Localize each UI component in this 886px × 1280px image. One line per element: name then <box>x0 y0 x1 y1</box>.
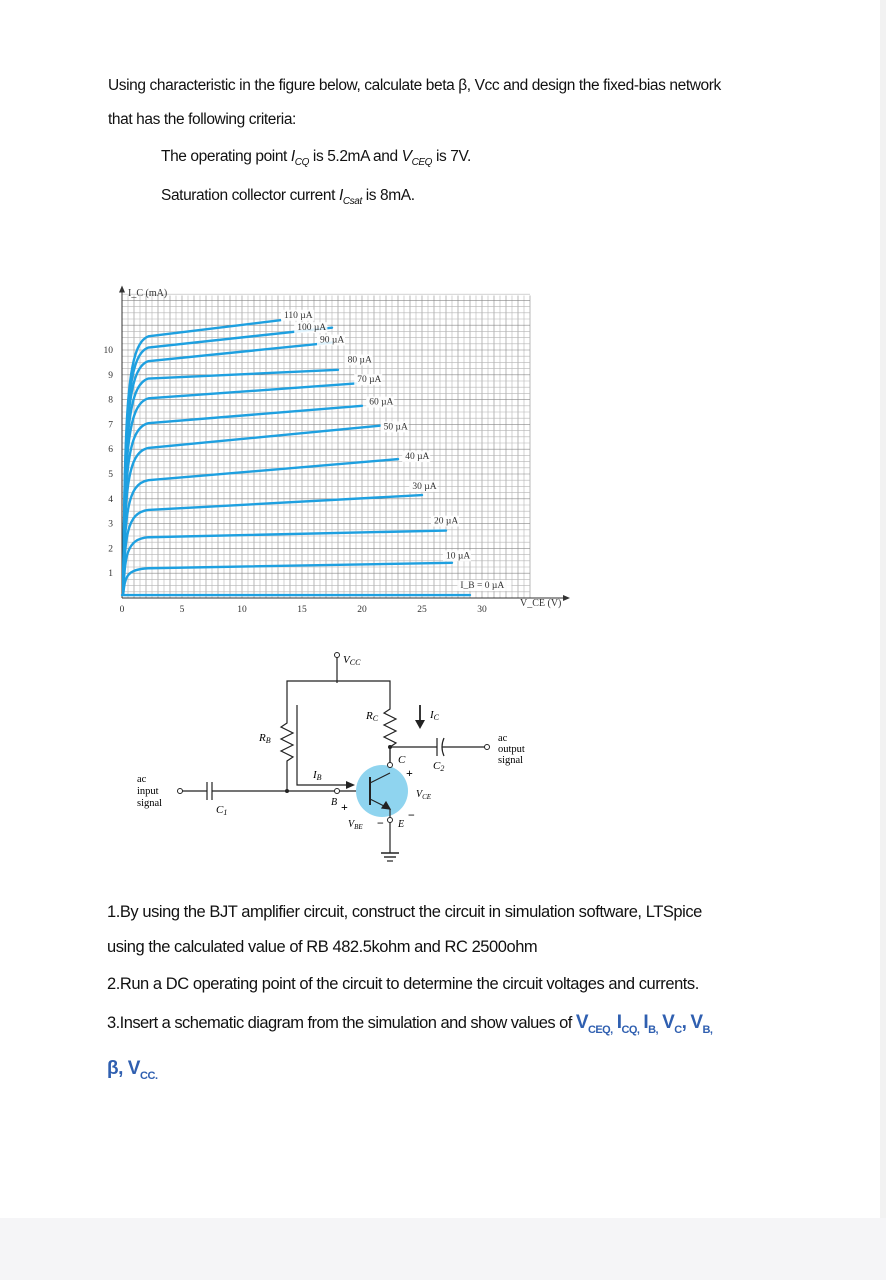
curve-label: 50 µA <box>383 422 408 433</box>
criterion-saturation <box>161 187 415 207</box>
x-axis-arrow <box>563 595 570 601</box>
vce-label: $V_{CE}$ <box>416 789 432 801</box>
curve-label: 90 µA <box>320 335 345 346</box>
intro-line-1: Using characteristic in the figure below, calculate beta β, Vcc and design the fixed-bias network <box>108 77 721 94</box>
curve-label: 40 µA <box>405 452 430 463</box>
crit1-subscript2: CEQ <box>411 157 433 169</box>
vcc-label: VCC <box>343 654 361 667</box>
c1-label: C1 <box>216 804 228 817</box>
crit1-end: is 7V. <box>432 148 471 165</box>
rb-label: RB <box>259 732 271 745</box>
x-tick-label: 30 <box>477 605 487 615</box>
intro-line-2: that has the following criteria: <box>108 111 296 128</box>
node-b-label: B <box>331 797 338 808</box>
crit1-symbol: I <box>290 148 295 165</box>
output-label-1: ac <box>498 733 508 744</box>
curve-label: I_B = 0 µA <box>460 581 505 592</box>
y-tick-label: 3 <box>108 519 113 530</box>
x-tick-label: 15 <box>297 605 307 615</box>
task-1-line-2: using the calculated value of RB 482.5kohm and RC 2500ohm <box>107 938 538 956</box>
c2-label: C2 <box>433 760 445 773</box>
input-label-3: signal <box>137 798 163 809</box>
curve-label: 20 µA <box>434 516 459 527</box>
curve-label: 110 µA <box>284 310 313 321</box>
criterion-operating-point <box>161 148 471 168</box>
y-tick-label: 10 <box>103 346 113 356</box>
y-tick-label: 8 <box>108 395 113 406</box>
curve-label: 30 µA <box>412 481 437 492</box>
chart-curve-labels <box>281 310 511 591</box>
task-3 <box>107 1012 712 1036</box>
y-axis-arrow <box>119 285 125 292</box>
vbe-plus: + <box>341 800 348 814</box>
crit2-subscript: Csat <box>342 196 362 208</box>
task-2: 2.Run a DC operating point of the circuit to determine the circuit voltages and currents. <box>107 975 699 993</box>
y-tick-label: 6 <box>108 445 113 456</box>
curve-label: 100 µA <box>297 323 327 334</box>
var-vceq: $V_{CEQ,}$ <box>575 1012 613 1036</box>
var-beta-vcc: β, $V_{CC.}$ <box>107 1058 158 1082</box>
chart-x-axis-label: V_CE (V) <box>520 598 562 609</box>
ic-label: IC <box>430 709 440 722</box>
ib-curve <box>123 328 332 595</box>
y-tick-label: 1 <box>108 569 113 580</box>
y-tick-label: 2 <box>108 544 113 555</box>
ib-curve <box>123 459 398 594</box>
crit2-end: is 8mA. <box>361 187 415 204</box>
y-tick-label: 5 <box>108 470 113 480</box>
curve-label: 10 µA <box>446 551 471 562</box>
ib-curve <box>123 563 452 594</box>
node-e-label: E <box>398 819 405 830</box>
task-3-continued <box>107 1058 158 1082</box>
output-label-2: output <box>498 744 525 755</box>
page-edge <box>880 0 886 1218</box>
y-tick-label: 9 <box>108 370 113 381</box>
x-tick-label: 10 <box>237 605 247 615</box>
x-tick-label: 20 <box>357 605 367 615</box>
footer-band <box>0 1218 886 1280</box>
fixed-bias-circuit <box>120 645 580 885</box>
task-1-line-1: 1.By using the BJT amplifier circuit, construct the circuit in simulation software, LTSpice <box>107 903 702 921</box>
vbe-label: $V_{BE}$ <box>348 819 363 831</box>
crit1-text: The operating point <box>161 148 291 165</box>
curve-label: 80 µA <box>347 355 372 366</box>
curve-label: 70 µA <box>357 375 382 386</box>
crit2-symbol: I <box>338 187 343 204</box>
vce-plus: + <box>406 766 413 780</box>
rc-label: RC <box>366 710 379 723</box>
vbe-minus: − <box>377 816 384 830</box>
crit2-text: Saturation collector current <box>161 187 339 204</box>
rb-resistor <box>281 715 293 791</box>
task-3-text: 3.Insert a schematic diagram from the simulation and show values of <box>107 1014 576 1032</box>
x-tick-label: 25 <box>417 605 427 615</box>
y-tick-label: 4 <box>108 494 113 505</box>
node-c-label: C <box>398 754 406 766</box>
transistor-highlight <box>356 765 408 817</box>
x-tick-label: 0 <box>119 605 125 615</box>
var-vb: $V_{B,}$ <box>690 1012 713 1036</box>
output-label-3: signal <box>498 755 524 766</box>
chart-y-axis-label: I_C (mA) <box>128 288 168 299</box>
vce-minus: − <box>408 808 415 822</box>
y-tick-label: 7 <box>108 420 113 431</box>
curve-label: 60 µA <box>369 397 394 408</box>
input-label-1: ac <box>137 774 147 785</box>
var-vc: $V_C$, <box>662 1012 687 1036</box>
characteristic-chart <box>100 280 570 620</box>
crit1-symbol2: V <box>401 148 412 165</box>
input-label-2: input <box>137 786 159 797</box>
ib-curve <box>123 531 446 595</box>
var-icq: $I_{CQ,}$ <box>616 1012 640 1036</box>
crit1-subscript: CQ <box>294 157 309 169</box>
x-tick-label: 5 <box>179 605 185 615</box>
crit1-mid: is 5.2mA and <box>309 148 402 165</box>
ib-label: IB <box>313 769 322 782</box>
var-ib: $I_{B,}$ <box>643 1012 659 1036</box>
